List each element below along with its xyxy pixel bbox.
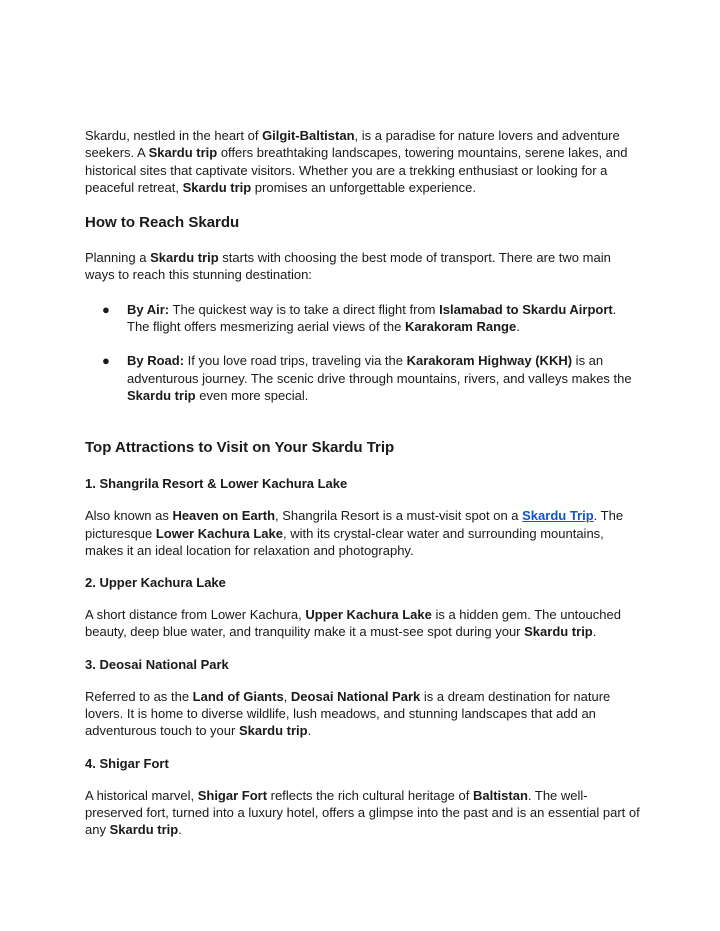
- text-run: The quickest way is to take a direct flight from: [169, 301, 440, 317]
- subheading-upper-kachura: 2. Upper Kachura Lake: [85, 575, 226, 591]
- text-run: is a dream destination for nature lovers. It is home to diverse wildlife, lush meadows, and stunning landscapes that add an adventurous touch to your: [85, 688, 611, 739]
- text-run: . The well-preserved fort, turned into a luxury hotel, offers a glimpse into the past and is an essential part of any: [85, 787, 640, 838]
- label-by-air: By Air:: [127, 301, 170, 317]
- text-run: Also known as: [85, 508, 173, 524]
- reach-intro-paragraph: [85, 249, 640, 284]
- paragraph-shangrila: [85, 507, 640, 559]
- bold-land-of-giants: Land of Giants: [192, 688, 284, 704]
- bold-karakoram-range: Karakoram Range: [404, 319, 517, 335]
- text-run: .: [307, 723, 312, 739]
- bold-gilgit-baltistan: Gilgit-Baltistan: [262, 128, 355, 143]
- text-run: Planning a: [85, 250, 151, 266]
- text-run: even more special.: [195, 387, 309, 403]
- paragraph-deosai: [85, 688, 640, 740]
- skardu-trip-link[interactable]: Skardu Trip: [522, 508, 594, 524]
- bullet-icon: ●: [102, 301, 110, 317]
- intro-paragraph: [85, 127, 640, 196]
- bold-skardu-trip: Skardu trip: [238, 723, 308, 739]
- text-run: A short distance from Lower Kachura,: [85, 607, 306, 623]
- text-run: offers breathtaking landscapes, towering mountains, serene lakes, and historical sites that captivate visitors. Whether you are a trekking enthusiast or looking for a peaceful retreat,: [85, 145, 628, 195]
- heading-top-attractions: Top Attractions to Visit on Your Skardu Trip: [85, 439, 395, 457]
- bold-skardu-trip: Skardu trip: [524, 624, 593, 640]
- bold-deosai-national-park: Deosai National Park: [290, 688, 421, 704]
- bold-baltistan: Baltistan: [472, 787, 528, 803]
- bold-lower-kachura-lake: Lower Kachura Lake: [155, 525, 283, 541]
- bold-upper-kachura-lake: Upper Kachura Lake: [305, 607, 432, 623]
- list-item-by-road: [85, 352, 640, 404]
- subheading-deosai: 3. Deosai National Park: [85, 656, 229, 672]
- text-run: . The picturesque: [85, 508, 624, 541]
- bullet-icon: ●: [102, 353, 110, 369]
- text-run: A historical marvel,: [85, 787, 198, 803]
- text-run: .: [178, 822, 182, 838]
- subheading-shigar-fort: 4. Shigar Fort: [85, 755, 169, 771]
- bold-skardu-trip: Skardu trip: [148, 145, 218, 161]
- paragraph-shigar-fort: [85, 787, 640, 839]
- text-run: reflects the rich cultural heritage of: [267, 787, 473, 803]
- text-run: promises an unforgettable experience.: [251, 179, 476, 195]
- paragraph-upper-kachura: [85, 606, 640, 641]
- bold-islamabad-to-skardu: Islamabad to Skardu Airport: [439, 301, 613, 317]
- label-by-road: By Road:: [127, 353, 185, 369]
- text-run: , is a paradise for nature lovers and adventure seekers. A: [85, 128, 620, 161]
- text-run: .: [592, 624, 597, 640]
- heading-how-to-reach: How to Reach Skardu: [85, 214, 240, 232]
- bold-skardu-trip: Skardu trip: [182, 179, 252, 195]
- bold-skardu-trip: Skardu trip: [150, 250, 219, 266]
- text-run: . The flight offers mesmerizing aerial views of the: [127, 301, 617, 335]
- bold-shigar-fort: Shigar Fort: [197, 787, 268, 803]
- text-run: ,: [283, 688, 291, 704]
- bold-heaven-on-earth: Heaven on Earth: [172, 508, 276, 524]
- text-run: Referred to as the: [85, 688, 193, 704]
- text-run: , Shangrila Resort is a must-visit spot on a: [275, 508, 523, 524]
- text-run: is a hidden gem. The untouched beauty, deep blue water, and tranquility make it a must-see spot during your: [85, 607, 621, 640]
- text-run: starts with choosing the best mode of transport. There are two main ways to reach this stunning destination:: [85, 250, 611, 283]
- text-run: .: [516, 319, 520, 335]
- transport-list: [85, 301, 640, 404]
- subheading-shangrila: 1. Shangrila Resort & Lower Kachura Lake: [85, 476, 348, 492]
- bold-skardu-trip: Skardu trip: [127, 387, 196, 403]
- text-run: , with its crystal-clear water and surrounding mountains, makes it an ideal location for relaxation and photography.: [85, 525, 604, 558]
- list-item-by-air: [85, 301, 640, 336]
- text-run: Skardu, nestled in the heart of: [85, 128, 263, 143]
- bold-karakoram-highway: Karakoram Highway (KKH): [406, 353, 573, 369]
- bold-skardu-trip: Skardu trip: [109, 822, 179, 838]
- document-page: [85, 127, 640, 839]
- text-run: is an adventurous journey. The scenic drive through mountains, rivers, and valleys makes the: [127, 353, 632, 386]
- text-run: If you love road trips, traveling via the: [184, 353, 407, 369]
